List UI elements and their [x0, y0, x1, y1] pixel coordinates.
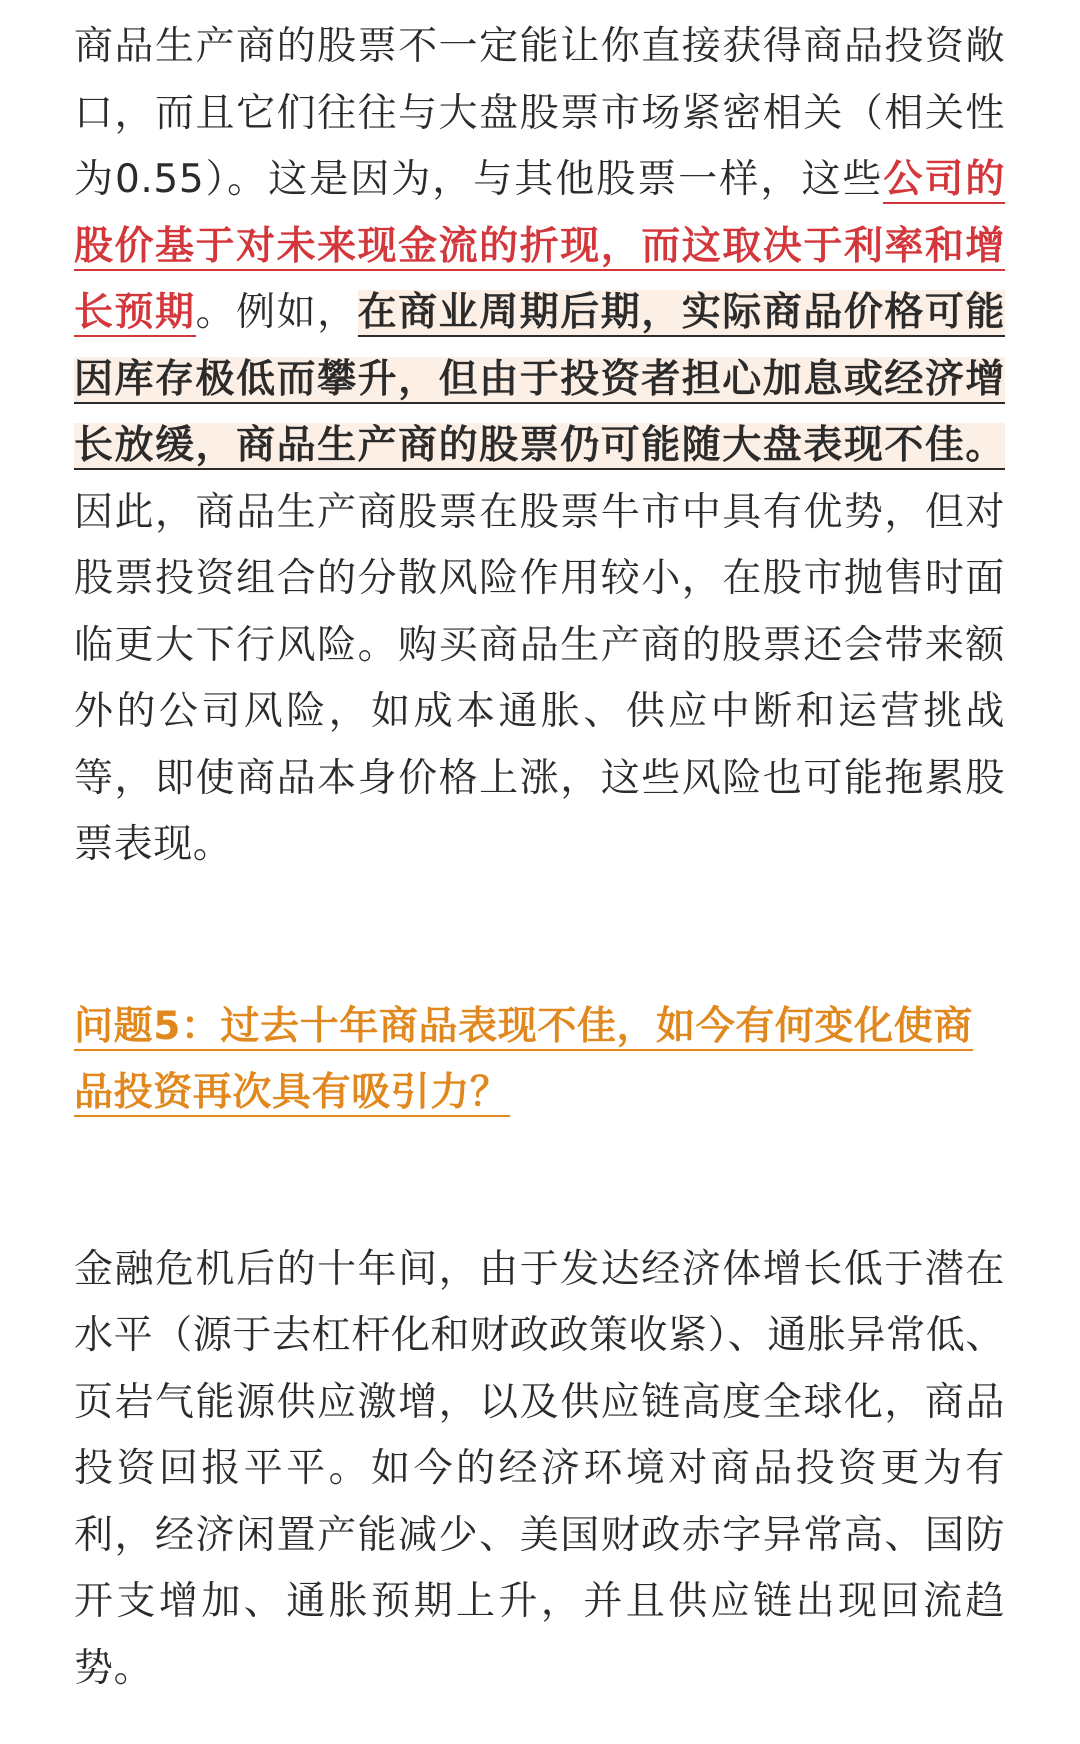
question-5-heading	[74, 994, 1005, 1127]
paragraph-1	[74, 14, 1005, 879]
paragraph-1-intro: 商品生产商的股票不一定能让你直接获得商品投资敞口，而且它们往往与大盘股票市场紧密相关（相关性为0.55）。这是因为，与其他股票一样，这些	[74, 24, 1005, 202]
paragraph-1-ending: 因此，商品生产商股票在股票牛市中具有优势，但对股票投资组合的分散风险作用较小，在股市抛售时面临更大下行风险。购买商品生产商的股票还会带来额外的公司风险，如成本通胀、供应中断和运营挑战等，即使商品本身价格上涨，这些风险也可能拖累股票表现。	[74, 489, 1005, 867]
paragraph-1-red-highlight: 公司的股价基于对未来现金流的折现，而这取决于利率和增长预期	[74, 157, 1005, 335]
paragraph-1-bold-highlight: 在商业周期后期，实际商品价格可能因库存极低而攀升，但由于投资者担心加息或经济增长放缓，商品生产商的股票仍可能随大盘表现不佳。	[74, 290, 1005, 468]
paragraph-1-middle: 。例如，	[195, 290, 358, 335]
paragraph-2: 金融危机后的十年间，由于发达经济体增长低于潜在水平（源于去杠杆化和财政政策收紧）、通胀异常低、页岩气能源供应激增，以及供应链高度全球化，商品投资回报平平。如今的经济环境对商品投资更为有利，经济闲置产能减少、美国财政赤字异常高、国防开支增加、通胀预期上升，并且供应链出现回流趋势。	[74, 1246, 1005, 1691]
question-5-text: 问题5：过去十年商品表现不佳，如今有何变化使商品投资再次具有吸引力？	[74, 1003, 973, 1115]
